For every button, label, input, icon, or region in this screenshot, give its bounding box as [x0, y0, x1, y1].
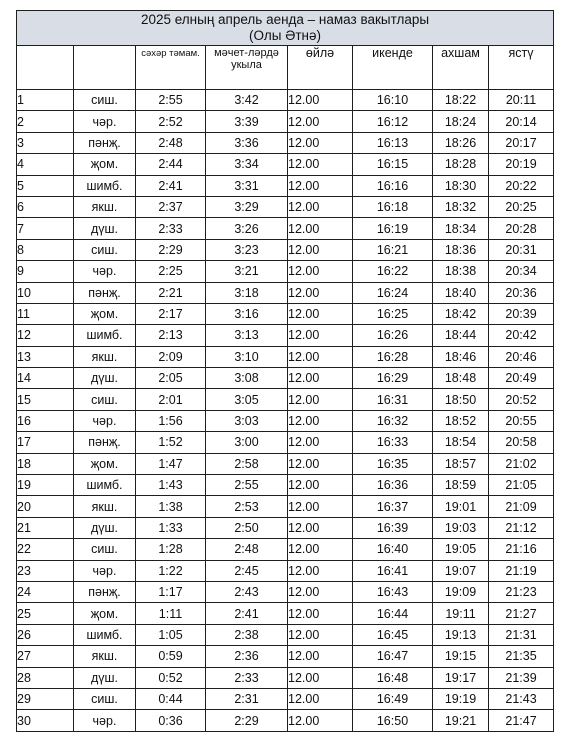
- fajr-end-time: 2:48: [136, 132, 206, 153]
- dhuhr-time: 12.00: [288, 603, 353, 624]
- asr-time: 16:13: [353, 132, 433, 153]
- asr-time: 16:45: [353, 624, 433, 645]
- fajr-end-time: 1:28: [136, 539, 206, 560]
- fajr-end-time: 1:43: [136, 475, 206, 496]
- dhuhr-time: 12.00: [288, 154, 353, 175]
- mosque-time: 3:05: [206, 389, 288, 410]
- maghrib-time: 18:38: [433, 261, 489, 282]
- table-row: [17, 432, 554, 453]
- table-row: [17, 603, 554, 624]
- mosque-time: 3:21: [206, 261, 288, 282]
- mosque-time: 2:45: [206, 560, 288, 581]
- dhuhr-time: 12.00: [288, 196, 353, 217]
- dhuhr-time: 12.00: [288, 175, 353, 196]
- maghrib-time: 18:54: [433, 432, 489, 453]
- title-line-2: (Олы Әтнә): [249, 28, 322, 43]
- isha-time: 21:31: [489, 624, 554, 645]
- mosque-time: 2:33: [206, 667, 288, 688]
- mosque-time: 2:50: [206, 517, 288, 538]
- dhuhr-time: 12.00: [288, 410, 353, 431]
- dhuhr-time: 12.00: [288, 218, 353, 239]
- day-number: 28: [17, 667, 74, 688]
- weekday: дүш.: [74, 368, 136, 389]
- column-header-row: [17, 46, 554, 90]
- day-number: 7: [17, 218, 74, 239]
- fajr-end-time: 2:09: [136, 346, 206, 367]
- asr-time: 16:26: [353, 325, 433, 346]
- maghrib-time: 19:13: [433, 624, 489, 645]
- isha-time: 20:52: [489, 389, 554, 410]
- mosque-time: 2:55: [206, 475, 288, 496]
- isha-time: 20:39: [489, 303, 554, 324]
- table-row: [17, 710, 554, 731]
- mosque-time: 3:23: [206, 239, 288, 260]
- table-row: [17, 410, 554, 431]
- maghrib-time: 18:50: [433, 389, 489, 410]
- table-row: [17, 667, 554, 688]
- fajr-end-time: 1:38: [136, 496, 206, 517]
- weekday: пәнҗ.: [74, 132, 136, 153]
- fajr-end-time: 2:17: [136, 303, 206, 324]
- day-number: 17: [17, 432, 74, 453]
- day-number: 30: [17, 710, 74, 731]
- isha-time: 20:31: [489, 239, 554, 260]
- dhuhr-time: 12.00: [288, 560, 353, 581]
- day-number: 29: [17, 688, 74, 709]
- maghrib-time: 18:40: [433, 282, 489, 303]
- weekday: сиш.: [74, 539, 136, 560]
- maghrib-time: 18:57: [433, 453, 489, 474]
- table-row: [17, 154, 554, 175]
- day-number: 21: [17, 517, 74, 538]
- mosque-time: 2:29: [206, 710, 288, 731]
- asr-time: 16:40: [353, 539, 433, 560]
- dhuhr-time: 12.00: [288, 517, 353, 538]
- isha-time: 21:05: [489, 475, 554, 496]
- mosque-time: 2:38: [206, 624, 288, 645]
- isha-time: 21:39: [489, 667, 554, 688]
- header-dhuhr: өйлә: [288, 46, 353, 90]
- weekday: чәр.: [74, 111, 136, 132]
- fajr-end-time: 2:44: [136, 154, 206, 175]
- day-number: 22: [17, 539, 74, 560]
- table-row: [17, 346, 554, 367]
- fajr-end-time: 2:21: [136, 282, 206, 303]
- table-row: [17, 539, 554, 560]
- asr-time: 16:32: [353, 410, 433, 431]
- asr-time: 16:37: [353, 496, 433, 517]
- isha-time: 20:28: [489, 218, 554, 239]
- day-number: 12: [17, 325, 74, 346]
- asr-time: 16:15: [353, 154, 433, 175]
- day-number: 6: [17, 196, 74, 217]
- dhuhr-time: 12.00: [288, 90, 353, 111]
- fajr-end-time: 2:29: [136, 239, 206, 260]
- mosque-time: 2:43: [206, 581, 288, 602]
- weekday: җом.: [74, 453, 136, 474]
- header-num: [17, 46, 74, 90]
- mosque-time: 2:53: [206, 496, 288, 517]
- dhuhr-time: 12.00: [288, 111, 353, 132]
- isha-time: 20:55: [489, 410, 554, 431]
- fajr-end-time: 2:05: [136, 368, 206, 389]
- dhuhr-time: 12.00: [288, 688, 353, 709]
- fajr-end-time: 1:22: [136, 560, 206, 581]
- weekday: пәнҗ.: [74, 282, 136, 303]
- isha-time: 20:34: [489, 261, 554, 282]
- dhuhr-time: 12.00: [288, 389, 353, 410]
- asr-time: 16:44: [353, 603, 433, 624]
- prayer-times-rows: [17, 90, 554, 732]
- day-number: 5: [17, 175, 74, 196]
- day-number: 25: [17, 603, 74, 624]
- table-row: [17, 475, 554, 496]
- day-number: 8: [17, 239, 74, 260]
- mosque-time: 3:10: [206, 346, 288, 367]
- weekday: сиш.: [74, 688, 136, 709]
- mosque-time: 3:18: [206, 282, 288, 303]
- maghrib-time: 18:34: [433, 218, 489, 239]
- header-isha: ястү: [489, 46, 554, 90]
- isha-time: 21:09: [489, 496, 554, 517]
- isha-time: 20:17: [489, 132, 554, 153]
- maghrib-time: 18:48: [433, 368, 489, 389]
- maghrib-time: 19:03: [433, 517, 489, 538]
- maghrib-time: 19:01: [433, 496, 489, 517]
- day-number: 26: [17, 624, 74, 645]
- day-number: 15: [17, 389, 74, 410]
- mosque-time: 2:36: [206, 646, 288, 667]
- prayer-times-sheet: [16, 10, 553, 732]
- dhuhr-time: 12.00: [288, 303, 353, 324]
- header-asr: икенде: [353, 46, 433, 90]
- maghrib-time: 18:22: [433, 90, 489, 111]
- mosque-time: 3:13: [206, 325, 288, 346]
- fajr-end-time: 2:37: [136, 196, 206, 217]
- asr-time: 16:12: [353, 111, 433, 132]
- asr-time: 16:28: [353, 346, 433, 367]
- prayer-times-table: [16, 10, 554, 732]
- weekday: сиш.: [74, 90, 136, 111]
- weekday: җом.: [74, 603, 136, 624]
- asr-time: 16:50: [353, 710, 433, 731]
- mosque-time: 3:16: [206, 303, 288, 324]
- day-number: 2: [17, 111, 74, 132]
- fajr-end-time: 2:13: [136, 325, 206, 346]
- asr-time: 16:24: [353, 282, 433, 303]
- fajr-end-time: 1:05: [136, 624, 206, 645]
- mosque-time: 2:31: [206, 688, 288, 709]
- asr-time: 16:36: [353, 475, 433, 496]
- fajr-end-time: 1:33: [136, 517, 206, 538]
- weekday: шимб.: [74, 325, 136, 346]
- fajr-end-time: 1:52: [136, 432, 206, 453]
- asr-time: 16:31: [353, 389, 433, 410]
- maghrib-time: 18:36: [433, 239, 489, 260]
- fajr-end-time: 0:36: [136, 710, 206, 731]
- day-number: 1: [17, 90, 74, 111]
- fajr-end-time: 0:52: [136, 667, 206, 688]
- dhuhr-time: 12.00: [288, 368, 353, 389]
- isha-time: 20:49: [489, 368, 554, 389]
- isha-time: 20:19: [489, 154, 554, 175]
- day-number: 14: [17, 368, 74, 389]
- day-number: 27: [17, 646, 74, 667]
- isha-time: 21:47: [489, 710, 554, 731]
- fajr-end-time: 2:52: [136, 111, 206, 132]
- maghrib-time: 19:17: [433, 667, 489, 688]
- weekday: якш.: [74, 346, 136, 367]
- weekday: сиш.: [74, 389, 136, 410]
- table-row: [17, 325, 554, 346]
- fajr-end-time: 2:55: [136, 90, 206, 111]
- dhuhr-time: 12.00: [288, 624, 353, 645]
- isha-time: 20:11: [489, 90, 554, 111]
- mosque-time: 3:36: [206, 132, 288, 153]
- weekday: җом.: [74, 154, 136, 175]
- dhuhr-time: 12.00: [288, 453, 353, 474]
- asr-time: 16:21: [353, 239, 433, 260]
- isha-time: 20:25: [489, 196, 554, 217]
- dhuhr-time: 12.00: [288, 432, 353, 453]
- asr-time: 16:41: [353, 560, 433, 581]
- isha-time: 21:02: [489, 453, 554, 474]
- mosque-time: 3:31: [206, 175, 288, 196]
- table-row: [17, 496, 554, 517]
- asr-time: 16:47: [353, 646, 433, 667]
- maghrib-time: 18:59: [433, 475, 489, 496]
- day-number: 18: [17, 453, 74, 474]
- table-row: [17, 111, 554, 132]
- fajr-end-time: 2:25: [136, 261, 206, 282]
- maghrib-time: 19:11: [433, 603, 489, 624]
- fajr-end-time: 2:01: [136, 389, 206, 410]
- dhuhr-time: 12.00: [288, 539, 353, 560]
- maghrib-time: 18:32: [433, 196, 489, 217]
- fajr-end-time: 0:59: [136, 646, 206, 667]
- table-row: [17, 90, 554, 111]
- asr-time: 16:18: [353, 196, 433, 217]
- table-row: [17, 688, 554, 709]
- table-title: [17, 11, 554, 46]
- day-number: 24: [17, 581, 74, 602]
- dhuhr-time: 12.00: [288, 475, 353, 496]
- table-row: [17, 196, 554, 217]
- asr-time: 16:22: [353, 261, 433, 282]
- dhuhr-time: 12.00: [288, 325, 353, 346]
- weekday: пәнҗ.: [74, 581, 136, 602]
- fajr-end-time: 1:11: [136, 603, 206, 624]
- title-line-1: 2025 елның апрель аенда – намаз вакытлары: [140, 12, 430, 27]
- asr-time: 16:43: [353, 581, 433, 602]
- table-row: [17, 368, 554, 389]
- weekday: чәр.: [74, 410, 136, 431]
- dhuhr-time: 12.00: [288, 132, 353, 153]
- fajr-end-time: 2:33: [136, 218, 206, 239]
- table-row: [17, 453, 554, 474]
- day-number: 10: [17, 282, 74, 303]
- mosque-time: 2:41: [206, 603, 288, 624]
- fajr-end-time: 0:44: [136, 688, 206, 709]
- isha-time: 21:16: [489, 539, 554, 560]
- mosque-time: 3:34: [206, 154, 288, 175]
- dhuhr-time: 12.00: [288, 646, 353, 667]
- dhuhr-time: 12.00: [288, 261, 353, 282]
- maghrib-time: 19:15: [433, 646, 489, 667]
- mosque-time: 2:48: [206, 539, 288, 560]
- weekday: чәр.: [74, 560, 136, 581]
- weekday: якш.: [74, 196, 136, 217]
- asr-time: 16:33: [353, 432, 433, 453]
- maghrib-time: 18:46: [433, 346, 489, 367]
- header-fajr-end: сәхәр тәмам.: [136, 46, 206, 90]
- dhuhr-time: 12.00: [288, 667, 353, 688]
- table-row: [17, 175, 554, 196]
- mosque-time: 3:26: [206, 218, 288, 239]
- day-number: 4: [17, 154, 74, 175]
- weekday: шимб.: [74, 624, 136, 645]
- asr-time: 16:48: [353, 667, 433, 688]
- maghrib-time: 19:21: [433, 710, 489, 731]
- table-row: [17, 218, 554, 239]
- day-number: 11: [17, 303, 74, 324]
- asr-time: 16:10: [353, 90, 433, 111]
- asr-time: 16:29: [353, 368, 433, 389]
- isha-time: 21:27: [489, 603, 554, 624]
- table-row: [17, 132, 554, 153]
- maghrib-time: 18:52: [433, 410, 489, 431]
- fajr-end-time: 1:56: [136, 410, 206, 431]
- weekday: чәр.: [74, 261, 136, 282]
- table-row: [17, 261, 554, 282]
- header-weekday: [74, 46, 136, 90]
- isha-time: 20:36: [489, 282, 554, 303]
- weekday: якш.: [74, 646, 136, 667]
- table-row: [17, 646, 554, 667]
- weekday: дүш.: [74, 667, 136, 688]
- header-mosque-prayer: мәчет-ләрдә укыла: [206, 46, 288, 90]
- fajr-end-time: 2:41: [136, 175, 206, 196]
- isha-time: 20:14: [489, 111, 554, 132]
- asr-time: 16:35: [353, 453, 433, 474]
- asr-time: 16:25: [353, 303, 433, 324]
- isha-time: 20:46: [489, 346, 554, 367]
- asr-time: 16:19: [353, 218, 433, 239]
- table-row: [17, 517, 554, 538]
- asr-time: 16:49: [353, 688, 433, 709]
- maghrib-time: 19:09: [433, 581, 489, 602]
- weekday: шимб.: [74, 475, 136, 496]
- table-row: [17, 303, 554, 324]
- fajr-end-time: 1:17: [136, 581, 206, 602]
- isha-time: 21:19: [489, 560, 554, 581]
- asr-time: 16:16: [353, 175, 433, 196]
- mosque-time: 3:39: [206, 111, 288, 132]
- maghrib-time: 18:44: [433, 325, 489, 346]
- mosque-time: 3:00: [206, 432, 288, 453]
- weekday: якш.: [74, 496, 136, 517]
- table-row: [17, 282, 554, 303]
- table-row: [17, 560, 554, 581]
- maghrib-time: 18:26: [433, 132, 489, 153]
- header-maghrib: ахшам: [433, 46, 489, 90]
- isha-time: 21:43: [489, 688, 554, 709]
- day-number: 19: [17, 475, 74, 496]
- fajr-end-time: 1:47: [136, 453, 206, 474]
- maghrib-time: 19:19: [433, 688, 489, 709]
- weekday: сиш.: [74, 239, 136, 260]
- dhuhr-time: 12.00: [288, 496, 353, 517]
- maghrib-time: 18:24: [433, 111, 489, 132]
- isha-time: 21:12: [489, 517, 554, 538]
- day-number: 13: [17, 346, 74, 367]
- maghrib-time: 19:05: [433, 539, 489, 560]
- dhuhr-time: 12.00: [288, 282, 353, 303]
- dhuhr-time: 12.00: [288, 239, 353, 260]
- maghrib-time: 18:30: [433, 175, 489, 196]
- mosque-time: 3:03: [206, 410, 288, 431]
- weekday: пәнҗ.: [74, 432, 136, 453]
- weekday: дүш.: [74, 218, 136, 239]
- day-number: 23: [17, 560, 74, 581]
- weekday: чәр.: [74, 710, 136, 731]
- isha-time: 21:35: [489, 646, 554, 667]
- dhuhr-time: 12.00: [288, 346, 353, 367]
- weekday: дүш.: [74, 517, 136, 538]
- dhuhr-time: 12.00: [288, 710, 353, 731]
- maghrib-time: 19:07: [433, 560, 489, 581]
- day-number: 9: [17, 261, 74, 282]
- mosque-time: 3:42: [206, 90, 288, 111]
- table-row: [17, 624, 554, 645]
- isha-time: 20:42: [489, 325, 554, 346]
- weekday: җом.: [74, 303, 136, 324]
- table-row: [17, 581, 554, 602]
- maghrib-time: 18:28: [433, 154, 489, 175]
- mosque-time: 2:58: [206, 453, 288, 474]
- day-number: 16: [17, 410, 74, 431]
- maghrib-time: 18:42: [433, 303, 489, 324]
- table-row: [17, 239, 554, 260]
- table-row: [17, 389, 554, 410]
- asr-time: 16:39: [353, 517, 433, 538]
- day-number: 3: [17, 132, 74, 153]
- mosque-time: 3:08: [206, 368, 288, 389]
- mosque-time: 3:29: [206, 196, 288, 217]
- isha-time: 20:22: [489, 175, 554, 196]
- isha-time: 20:58: [489, 432, 554, 453]
- day-number: 20: [17, 496, 74, 517]
- weekday: шимб.: [74, 175, 136, 196]
- dhuhr-time: 12.00: [288, 581, 353, 602]
- isha-time: 21:23: [489, 581, 554, 602]
